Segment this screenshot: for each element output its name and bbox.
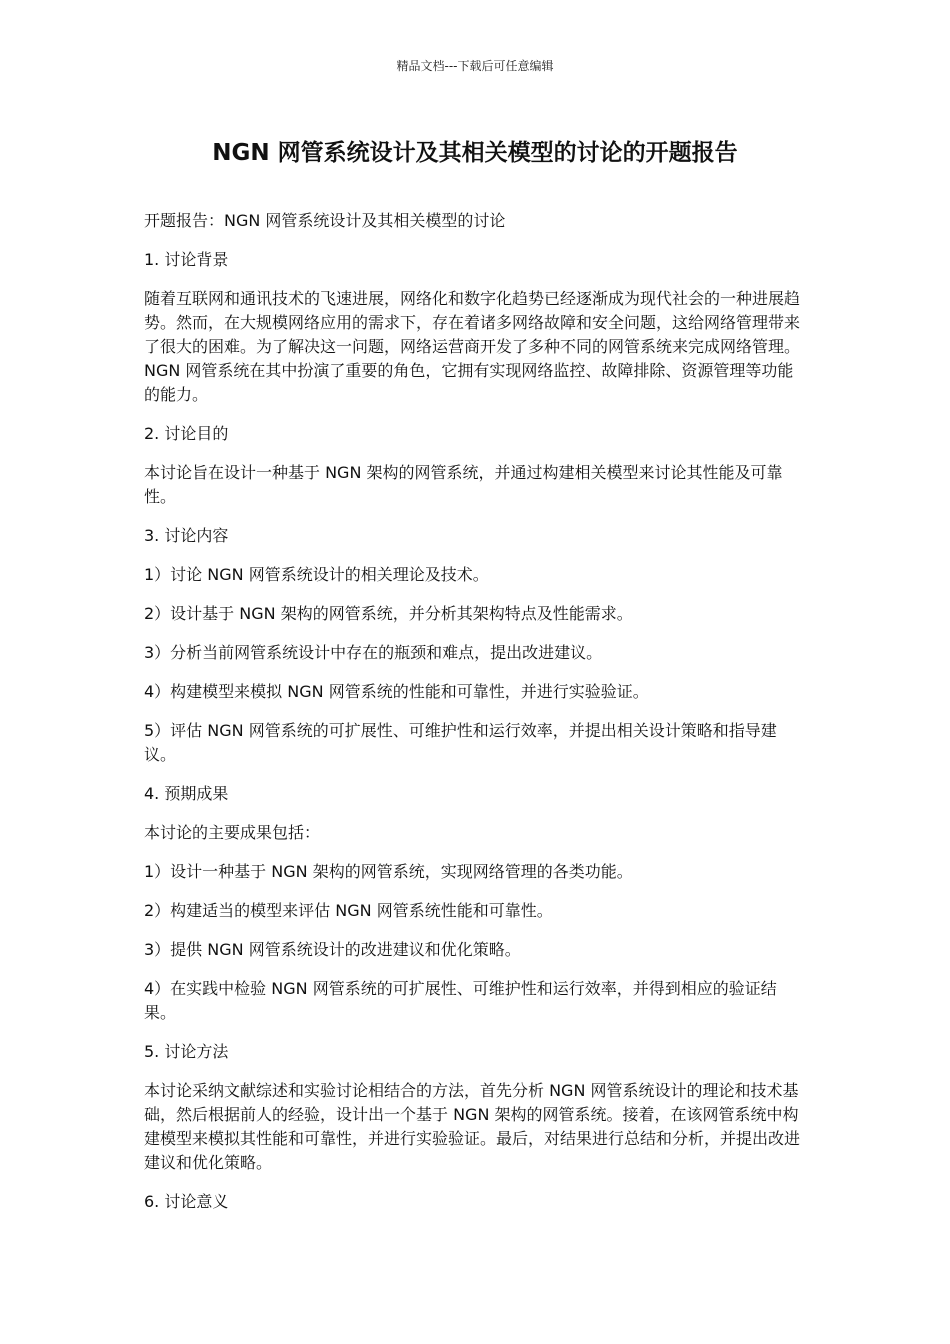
document-body bbox=[144, 209, 808, 1229]
section-heading-significance: 6. 讨论意义 bbox=[144, 1192, 229, 1211]
section-heading-content: 3. 讨论内容 bbox=[144, 526, 229, 545]
paragraph-method: 本讨论采纳文献综述和实验讨论相结合的方法，首先分析 NGN 网管系统设计的理论和技术基础，然后根据前人的经验，设计出一个基于 NGN 架构的网管系统。接着，在该网管系统中构建模型来模拟其性能和可靠性，并进行实验验证。最后，对结果进行总结和分析，并提出改进建议和优化策略。 bbox=[144, 1081, 801, 1172]
section-heading-method: 5. 讨论方法 bbox=[144, 1042, 229, 1061]
paragraph-outcomes-intro: 本讨论的主要成果包括： bbox=[144, 823, 321, 842]
list-item-outcome-3: 3）提供 NGN 网管系统设计的改进建议和优化策略。 bbox=[144, 940, 521, 959]
list-item-outcome-2: 2）构建适当的模型来评估 NGN 网管系统性能和可靠性。 bbox=[144, 901, 553, 920]
section-heading-purpose: 2. 讨论目的 bbox=[144, 424, 229, 443]
list-item-content-2: 2）设计基于 NGN 架构的网管系统，并分析其架构特点及性能需求。 bbox=[144, 604, 633, 623]
report-subtitle: 开题报告：NGN 网管系统设计及其相关模型的讨论 bbox=[144, 211, 506, 230]
document-title: NGN 网管系统设计及其相关模型的讨论的开题报告 bbox=[212, 140, 738, 166]
list-item-content-3: 3）分析当前网管系统设计中存在的瓶颈和难点，提出改进建议。 bbox=[144, 643, 603, 662]
list-item-content-4: 4）构建模型来模拟 NGN 网管系统的性能和可靠性，并进行实验验证。 bbox=[144, 682, 649, 701]
paragraph-purpose: 本讨论旨在设计一种基于 NGN 架构的网管系统，并通过构建相关模型来讨论其性能及可靠性。 bbox=[144, 463, 783, 506]
list-item-outcome-4: 4）在实践中检验 NGN 网管系统的可扩展性、可维护性和运行效率，并得到相应的验证结果。 bbox=[144, 979, 777, 1022]
list-item-outcome-1: 1）设计一种基于 NGN 架构的网管系统，实现网络管理的各类功能。 bbox=[144, 862, 633, 881]
list-item-content-1: 1）讨论 NGN 网管系统设计的相关理论及技术。 bbox=[144, 565, 489, 584]
section-heading-background: 1. 讨论背景 bbox=[144, 250, 229, 269]
section-heading-outcomes: 4. 预期成果 bbox=[144, 784, 229, 803]
list-item-content-5: 5）评估 NGN 网管系统的可扩展性、可维护性和运行效率，并提出相关设计策略和指导建议。 bbox=[144, 721, 777, 764]
paragraph-background: 随着互联网和通讯技术的飞速进展，网络化和数字化趋势已经逐渐成为现代社会的一种进展趋势。然而，在大规模网络应用的需求下，存在着诸多网络故障和安全问题，这给网络管理带来了很大的困难。为了解决这一问题，网络运营商开发了多种不同的网管系统来完成网络管理。NGN 网管系统在其中扮演了重要的角色，它拥有实现网络监控、故障排除、资源管理等功能的能力。 bbox=[144, 289, 801, 404]
page-header: 精品文档---下载后可任意编辑 bbox=[396, 59, 554, 73]
